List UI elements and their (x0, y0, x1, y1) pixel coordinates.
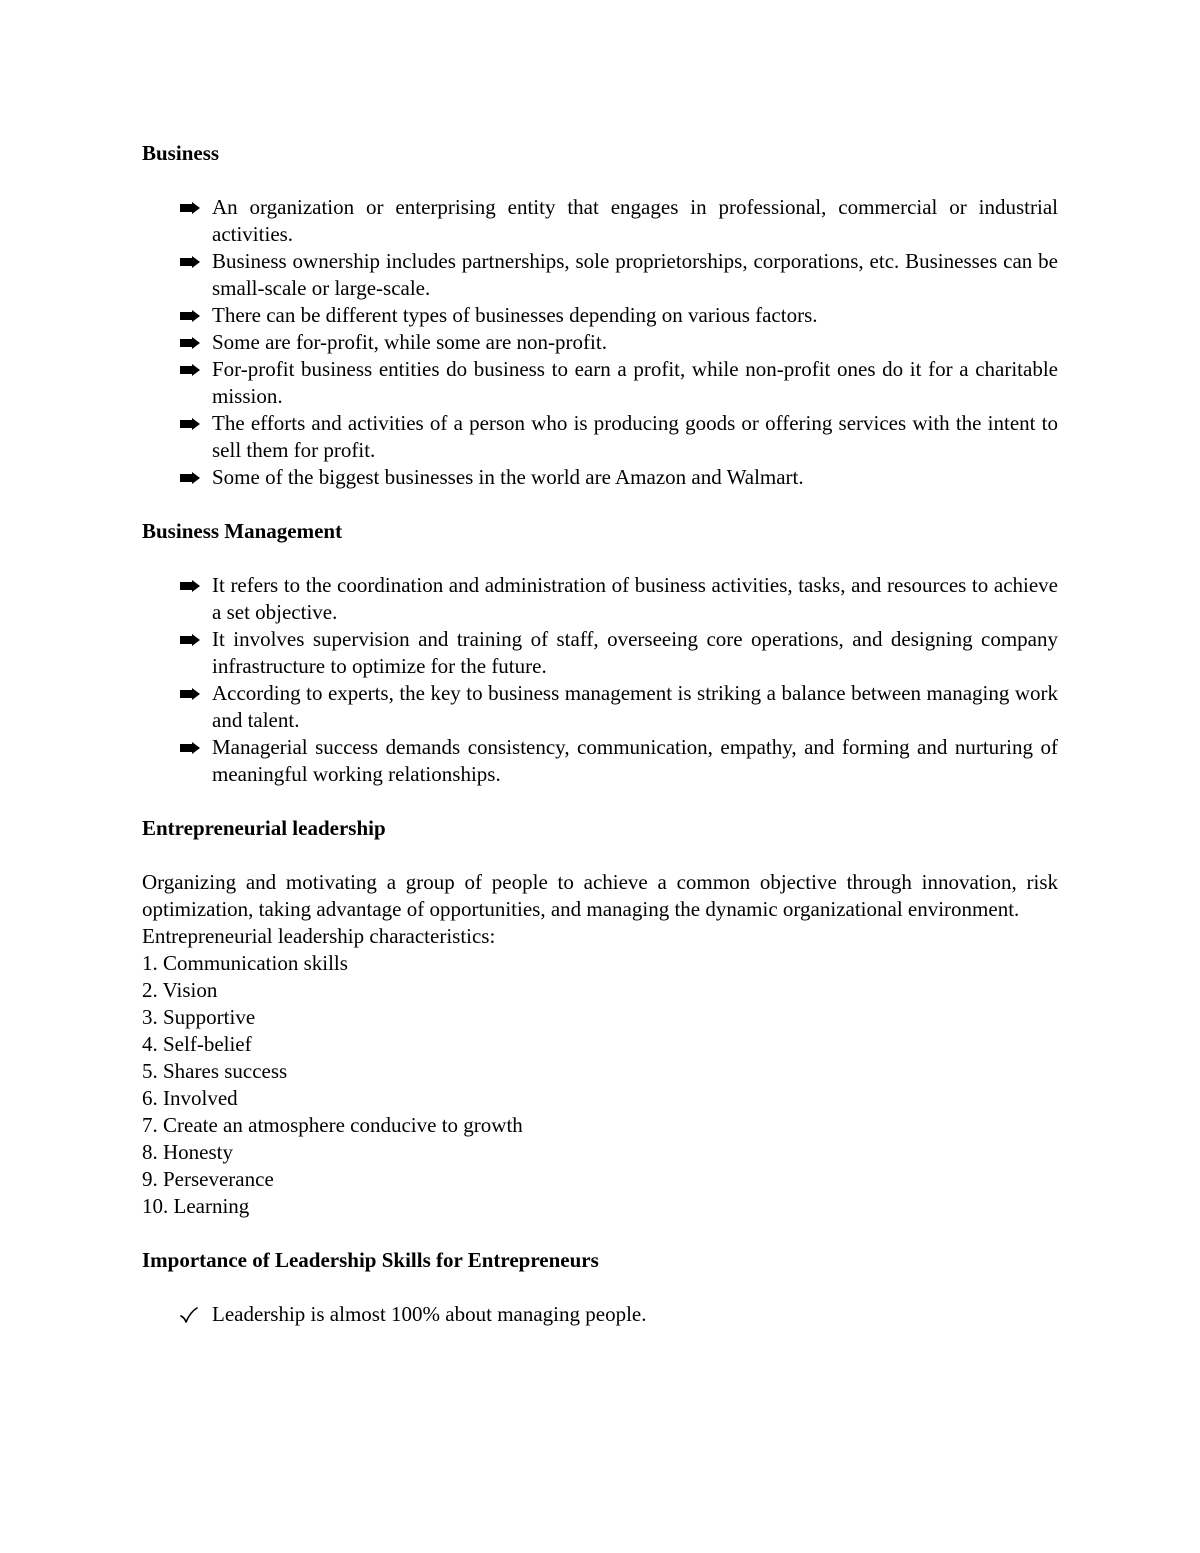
arrow-right-icon (180, 302, 204, 329)
bullet-text: It involves supervision and training of staff, overseeing core operations, and designing company infrastructure to optimize for the future. (212, 627, 1058, 678)
bullet-text: Some are for-profit, while some are non-profit. (212, 330, 607, 354)
bullet-text: Some of the biggest businesses in the world are Amazon and Walmart. (212, 465, 804, 489)
heading-business: Business (142, 141, 220, 165)
check-mark-icon (180, 1301, 204, 1328)
list-item (142, 572, 1058, 626)
bullet-text: According to experts, the key to business management is striking a balance between managing work and talent. (212, 681, 1058, 732)
business-management-bullet-list (142, 572, 1058, 788)
characteristics-label: Entrepreneurial leadership characteristics: (142, 924, 496, 948)
arrow-right-icon (180, 572, 204, 599)
bullet-text: Business ownership includes partnerships, sole proprietorships, corporations, etc. Businesses can be small-scale or large-scale. (212, 249, 1058, 300)
arrow-right-icon (180, 626, 204, 653)
bullet-text: Managerial success demands consistency, communication, empathy, and forming and nurturing of meaningful working relationships. (212, 735, 1058, 786)
bullet-text: The efforts and activities of a person who is producing goods or offering services with the intent to sell them for profit. (212, 411, 1058, 462)
list-item (142, 302, 1058, 329)
list-item (142, 248, 1058, 302)
list-item (142, 680, 1058, 734)
bullet-text: It refers to the coordination and administration of business activities, tasks, and resources to achieve a set objective. (212, 573, 1058, 624)
heading-importance-of-leadership: Importance of Leadership Skills for Entrepreneurs (142, 1248, 599, 1272)
list-item (142, 464, 1058, 491)
arrow-right-icon (180, 329, 204, 356)
arrow-right-icon (180, 194, 204, 221)
spacer (142, 1274, 1058, 1301)
spacer (142, 1220, 1058, 1247)
spacer (142, 842, 1058, 869)
spacer (142, 491, 1058, 518)
importance-bullet-list (142, 1301, 1058, 1328)
business-bullet-list (142, 194, 1058, 491)
characteristic-item: 6. Involved (142, 1086, 238, 1110)
bullet-text: An organization or enterprising entity that engages in professional, commercial or industrial activities. (212, 195, 1058, 246)
bullet-text: Leadership is almost 100% about managing people. (212, 1302, 647, 1326)
list-item (142, 1301, 1058, 1328)
arrow-right-icon (180, 464, 204, 491)
list-item (142, 734, 1058, 788)
arrow-right-icon (180, 356, 204, 383)
characteristic-item: 7. Create an atmosphere conducive to growth (142, 1113, 523, 1137)
characteristic-item: 9. Perseverance (142, 1167, 274, 1191)
list-item (142, 329, 1058, 356)
characteristic-item: 3. Supportive (142, 1005, 256, 1029)
list-item (142, 410, 1058, 464)
spacer (142, 167, 1058, 194)
arrow-right-icon (180, 410, 204, 437)
list-item (142, 626, 1058, 680)
characteristic-item: 8. Honesty (142, 1140, 233, 1164)
characteristic-item: 5. Shares success (142, 1059, 288, 1083)
arrow-right-icon (180, 248, 204, 275)
bullet-text: There can be different types of businesses depending on various factors. (212, 303, 818, 327)
arrow-right-icon (180, 734, 204, 761)
spacer (142, 788, 1058, 815)
list-item (142, 194, 1058, 248)
bullet-text: For-profit business entities do business to earn a profit, while non-profit ones do it for a charitable mission. (212, 357, 1058, 408)
characteristic-item: 2. Vision (142, 978, 218, 1002)
spacer (142, 545, 1058, 572)
heading-business-management: Business Management (142, 519, 343, 543)
entrepreneurial-leadership-paragraph: Organizing and motivating a group of people to achieve a common objective through innovation, risk optimization, taking advantage of opportunities, and managing the dynamic organizational environment. (142, 870, 1058, 921)
list-item (142, 356, 1058, 410)
characteristic-item: 10. Learning (142, 1194, 250, 1218)
characteristic-item: 1. Communication skills (142, 951, 348, 975)
heading-entrepreneurial-leadership: Entrepreneurial leadership (142, 816, 386, 840)
characteristic-item: 4. Self-belief (142, 1032, 252, 1056)
document-page (142, 140, 1058, 1328)
arrow-right-icon (180, 680, 204, 707)
